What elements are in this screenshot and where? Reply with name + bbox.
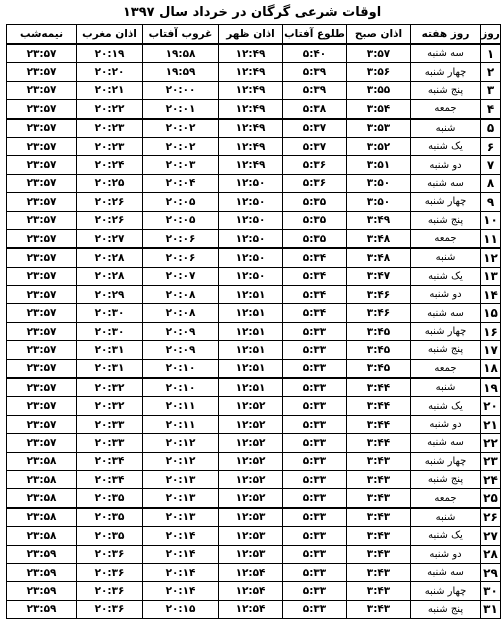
cell-maghrib: ۲۰:۲۵ (77, 174, 143, 192)
cell-sunset: ۲۰:۰۸ (143, 286, 219, 304)
header-fajr: اذان صبح (347, 25, 411, 45)
cell-day: ۱۱ (481, 229, 501, 248)
cell-sunrise: ۵:۳۳ (283, 489, 347, 508)
cell-dhuhr: ۱۲:۵۲ (219, 470, 283, 488)
cell-maghrib: ۲۰:۱۹ (77, 44, 143, 63)
cell-sunrise: ۵:۳۳ (283, 527, 347, 545)
cell-maghrib: ۲۰:۳۰ (77, 322, 143, 340)
cell-dhuhr: ۱۲:۵۴ (219, 563, 283, 581)
table-row (7, 452, 501, 470)
cell-dhuhr: ۱۲:۵۱ (219, 322, 283, 340)
cell-sunrise: ۵:۳۵ (283, 193, 347, 211)
cell-midnight: ۲۳:۵۸ (7, 489, 77, 508)
cell-midnight: ۲۳:۵۹ (7, 582, 77, 600)
cell-sunset: ۲۰:۱۳ (143, 470, 219, 488)
table-body (7, 44, 501, 619)
cell-dhuhr: ۱۲:۵۰ (219, 193, 283, 211)
cell-sunset: ۲۰:۰۹ (143, 341, 219, 359)
cell-sunrise: ۵:۳۴ (283, 248, 347, 267)
cell-sunrise: ۵:۳۳ (283, 359, 347, 378)
cell-maghrib: ۲۰:۲۶ (77, 193, 143, 211)
cell-sunrise: ۵:۳۷ (283, 137, 347, 155)
cell-fajr: ۳:۴۳ (347, 600, 411, 618)
cell-day: ۲ (481, 63, 501, 81)
cell-dhuhr: ۱۲:۵۰ (219, 174, 283, 192)
cell-sunset: ۲۰:۱۴ (143, 527, 219, 545)
cell-maghrib: ۲۰:۳۴ (77, 452, 143, 470)
cell-sunset: ۲۰:۰۵ (143, 193, 219, 211)
cell-fajr: ۳:۴۴ (347, 378, 411, 397)
cell-fajr: ۳:۵۷ (347, 44, 411, 63)
cell-sunrise: ۵:۳۸ (283, 100, 347, 119)
cell-dhuhr: ۱۲:۵۱ (219, 286, 283, 304)
table-row (7, 563, 501, 581)
cell-maghrib: ۲۰:۲۱ (77, 81, 143, 99)
cell-day: ۱۸ (481, 359, 501, 378)
table-row (7, 63, 501, 81)
cell-fajr: ۳:۴۷ (347, 267, 411, 285)
cell-sunrise: ۵:۳۳ (283, 341, 347, 359)
cell-sunrise: ۵:۳۳ (283, 434, 347, 452)
cell-maghrib: ۲۰:۲۳ (77, 119, 143, 138)
cell-sunset: ۲۰:۰۱ (143, 100, 219, 119)
cell-fajr: ۳:۴۳ (347, 489, 411, 508)
cell-midnight: ۲۳:۵۷ (7, 81, 77, 99)
cell-day: ۶ (481, 137, 501, 155)
table-row (7, 545, 501, 563)
cell-day: ۷ (481, 156, 501, 174)
cell-midnight: ۲۳:۵۷ (7, 100, 77, 119)
cell-maghrib: ۲۰:۲۲ (77, 100, 143, 119)
cell-fajr: ۳:۴۵ (347, 359, 411, 378)
cell-day: ۱۵ (481, 304, 501, 322)
cell-weekday: سه شنبه (411, 44, 481, 63)
cell-weekday: شنبه (411, 248, 481, 267)
cell-sunset: ۲۰:۰۶ (143, 248, 219, 267)
cell-day: ۸ (481, 174, 501, 192)
table-row (7, 415, 501, 433)
cell-midnight: ۲۳:۵۷ (7, 229, 77, 248)
cell-sunrise: ۵:۳۳ (283, 322, 347, 340)
cell-maghrib: ۲۰:۳۲ (77, 378, 143, 397)
cell-day: ۲۰ (481, 397, 501, 415)
cell-dhuhr: ۱۲:۴۹ (219, 81, 283, 99)
table-row (7, 527, 501, 545)
cell-maghrib: ۲۰:۲۹ (77, 286, 143, 304)
cell-midnight: ۲۳:۵۷ (7, 397, 77, 415)
cell-sunrise: ۵:۳۳ (283, 378, 347, 397)
cell-midnight: ۲۳:۵۸ (7, 470, 77, 488)
cell-sunset: ۱۹:۵۸ (143, 44, 219, 63)
cell-sunrise: ۵:۳۹ (283, 63, 347, 81)
cell-sunset: ۲۰:۰۲ (143, 137, 219, 155)
table-row (7, 44, 501, 63)
cell-weekday: پنج شنبه (411, 600, 481, 618)
cell-weekday: جمعه (411, 489, 481, 508)
cell-fajr: ۳:۴۴ (347, 434, 411, 452)
table-row (7, 193, 501, 211)
cell-maghrib: ۲۰:۲۸ (77, 267, 143, 285)
cell-sunset: ۲۰:۰۴ (143, 174, 219, 192)
cell-sunrise: ۵:۳۹ (283, 81, 347, 99)
cell-sunrise: ۵:۳۶ (283, 174, 347, 192)
table-row (7, 470, 501, 488)
cell-dhuhr: ۱۲:۵۱ (219, 341, 283, 359)
cell-weekday: یک شنبه (411, 137, 481, 155)
cell-sunset: ۱۹:۵۹ (143, 63, 219, 81)
cell-midnight: ۲۳:۵۷ (7, 267, 77, 285)
header-dhuhr: اذان ظهر (219, 25, 283, 45)
table-row (7, 341, 501, 359)
cell-weekday: دو شنبه (411, 545, 481, 563)
cell-sunrise: ۵:۴۰ (283, 44, 347, 63)
cell-sunset: ۲۰:۱۵ (143, 600, 219, 618)
table-row (7, 174, 501, 192)
cell-weekday: پنج شنبه (411, 211, 481, 229)
cell-weekday: چهار شنبه (411, 193, 481, 211)
cell-fajr: ۳:۴۵ (347, 322, 411, 340)
cell-fajr: ۳:۵۵ (347, 81, 411, 99)
cell-dhuhr: ۱۲:۴۹ (219, 100, 283, 119)
cell-fajr: ۳:۴۸ (347, 229, 411, 248)
table-row (7, 489, 501, 508)
cell-midnight: ۲۳:۵۷ (7, 193, 77, 211)
table-row (7, 304, 501, 322)
cell-maghrib: ۲۰:۳۵ (77, 527, 143, 545)
cell-maghrib: ۲۰:۲۴ (77, 156, 143, 174)
cell-sunset: ۲۰:۰۵ (143, 211, 219, 229)
cell-weekday: چهار شنبه (411, 452, 481, 470)
cell-maghrib: ۲۰:۲۷ (77, 229, 143, 248)
cell-fajr: ۳:۵۰ (347, 174, 411, 192)
cell-weekday: سه شنبه (411, 563, 481, 581)
header-row (7, 25, 501, 45)
table-row (7, 156, 501, 174)
cell-weekday: جمعه (411, 229, 481, 248)
cell-dhuhr: ۱۲:۵۳ (219, 508, 283, 527)
cell-midnight: ۲۳:۵۷ (7, 119, 77, 138)
cell-sunset: ۲۰:۱۱ (143, 397, 219, 415)
cell-day: ۱۶ (481, 322, 501, 340)
cell-sunrise: ۵:۳۴ (283, 267, 347, 285)
cell-weekday: یک شنبه (411, 267, 481, 285)
cell-fajr: ۳:۵۲ (347, 137, 411, 155)
header-maghrib: اذان مغرب (77, 25, 143, 45)
cell-day: ۲۲ (481, 434, 501, 452)
cell-maghrib: ۲۰:۳۱ (77, 341, 143, 359)
cell-day: ۹ (481, 193, 501, 211)
cell-midnight: ۲۳:۵۹ (7, 545, 77, 563)
cell-fajr: ۳:۴۳ (347, 563, 411, 581)
cell-midnight: ۲۳:۵۷ (7, 44, 77, 63)
cell-fajr: ۳:۵۳ (347, 119, 411, 138)
prayer-times-table (6, 24, 501, 619)
cell-fajr: ۳:۴۶ (347, 286, 411, 304)
table-row (7, 229, 501, 248)
cell-maghrib: ۲۰:۳۱ (77, 359, 143, 378)
cell-midnight: ۲۳:۵۸ (7, 527, 77, 545)
cell-day: ۱۷ (481, 341, 501, 359)
cell-weekday: شنبه (411, 508, 481, 527)
cell-fajr: ۳:۴۶ (347, 304, 411, 322)
cell-dhuhr: ۱۲:۵۳ (219, 545, 283, 563)
cell-day: ۱ (481, 44, 501, 63)
cell-day: ۲۷ (481, 527, 501, 545)
header-sunset: غروب آفتاب (143, 25, 219, 45)
cell-sunrise: ۵:۳۳ (283, 452, 347, 470)
table-row (7, 397, 501, 415)
cell-midnight: ۲۳:۵۷ (7, 156, 77, 174)
header-midnight: نیمه‌شب (7, 25, 77, 45)
cell-midnight: ۲۳:۵۹ (7, 563, 77, 581)
cell-weekday: سه شنبه (411, 304, 481, 322)
cell-sunset: ۲۰:۰۳ (143, 156, 219, 174)
cell-maghrib: ۲۰:۳۰ (77, 304, 143, 322)
cell-dhuhr: ۱۲:۵۲ (219, 434, 283, 452)
cell-midnight: ۲۳:۵۷ (7, 286, 77, 304)
cell-day: ۵ (481, 119, 501, 138)
cell-maghrib: ۲۰:۳۶ (77, 545, 143, 563)
cell-sunrise: ۵:۳۳ (283, 582, 347, 600)
table-row (7, 267, 501, 285)
cell-day: ۲۸ (481, 545, 501, 563)
cell-midnight: ۲۳:۵۷ (7, 415, 77, 433)
cell-fajr: ۳:۴۳ (347, 452, 411, 470)
cell-sunset: ۲۰:۱۲ (143, 452, 219, 470)
table-row (7, 286, 501, 304)
cell-dhuhr: ۱۲:۵۲ (219, 415, 283, 433)
cell-maghrib: ۲۰:۳۵ (77, 508, 143, 527)
cell-dhuhr: ۱۲:۵۰ (219, 211, 283, 229)
cell-day: ۱۲ (481, 248, 501, 267)
cell-sunrise: ۵:۳۳ (283, 508, 347, 527)
cell-dhuhr: ۱۲:۴۹ (219, 156, 283, 174)
cell-dhuhr: ۱۲:۵۲ (219, 489, 283, 508)
cell-fajr: ۳:۴۴ (347, 415, 411, 433)
cell-sunset: ۲۰:۱۲ (143, 434, 219, 452)
cell-midnight: ۲۳:۵۹ (7, 600, 77, 618)
cell-dhuhr: ۱۲:۵۱ (219, 359, 283, 378)
cell-sunrise: ۵:۳۳ (283, 563, 347, 581)
cell-maghrib: ۲۰:۲۶ (77, 211, 143, 229)
cell-fajr: ۳:۴۳ (347, 508, 411, 527)
cell-weekday: دو شنبه (411, 415, 481, 433)
cell-weekday: سه شنبه (411, 434, 481, 452)
cell-maghrib: ۲۰:۲۳ (77, 137, 143, 155)
cell-day: ۱۳ (481, 267, 501, 285)
cell-midnight: ۲۳:۵۷ (7, 174, 77, 192)
cell-weekday: جمعه (411, 359, 481, 378)
table-row (7, 81, 501, 99)
cell-sunset: ۲۰:۱۳ (143, 508, 219, 527)
cell-dhuhr: ۱۲:۵۰ (219, 248, 283, 267)
cell-fajr: ۳:۵۴ (347, 100, 411, 119)
table-row (7, 119, 501, 138)
cell-day: ۲۱ (481, 415, 501, 433)
cell-sunrise: ۵:۳۶ (283, 156, 347, 174)
header-day: روز (481, 25, 501, 45)
cell-dhuhr: ۱۲:۴۹ (219, 44, 283, 63)
table-row (7, 600, 501, 618)
cell-sunrise: ۵:۳۵ (283, 211, 347, 229)
cell-fajr: ۳:۴۹ (347, 211, 411, 229)
cell-dhuhr: ۱۲:۵۰ (219, 267, 283, 285)
cell-sunrise: ۵:۳۴ (283, 304, 347, 322)
cell-dhuhr: ۱۲:۵۱ (219, 304, 283, 322)
cell-day: ۱۴ (481, 286, 501, 304)
table-row (7, 378, 501, 397)
cell-midnight: ۲۳:۵۷ (7, 341, 77, 359)
cell-fajr: ۳:۴۳ (347, 545, 411, 563)
cell-sunset: ۲۰:۰۷ (143, 267, 219, 285)
cell-sunset: ۲۰:۰۲ (143, 119, 219, 138)
cell-dhuhr: ۱۲:۵۳ (219, 527, 283, 545)
cell-midnight: ۲۳:۵۷ (7, 211, 77, 229)
cell-sunset: ۲۰:۱۴ (143, 545, 219, 563)
cell-weekday: پنج شنبه (411, 81, 481, 99)
cell-midnight: ۲۳:۵۷ (7, 322, 77, 340)
cell-fajr: ۳:۴۵ (347, 341, 411, 359)
table-row (7, 508, 501, 527)
cell-midnight: ۲۳:۵۸ (7, 508, 77, 527)
cell-dhuhr: ۱۲:۴۹ (219, 63, 283, 81)
cell-maghrib: ۲۰:۳۵ (77, 489, 143, 508)
cell-maghrib: ۲۰:۲۸ (77, 248, 143, 267)
cell-weekday: شنبه (411, 378, 481, 397)
cell-midnight: ۲۳:۵۷ (7, 137, 77, 155)
cell-dhuhr: ۱۲:۵۱ (219, 378, 283, 397)
table-row (7, 137, 501, 155)
cell-day: ۱۹ (481, 378, 501, 397)
table-row (7, 248, 501, 267)
cell-day: ۲۳ (481, 452, 501, 470)
cell-sunset: ۲۰:۰۶ (143, 229, 219, 248)
cell-sunrise: ۵:۳۷ (283, 119, 347, 138)
cell-day: ۳۰ (481, 582, 501, 600)
table-row (7, 322, 501, 340)
cell-weekday: چهار شنبه (411, 582, 481, 600)
cell-maghrib: ۲۰:۳۳ (77, 434, 143, 452)
cell-weekday: جمعه (411, 100, 481, 119)
cell-weekday: سه شنبه (411, 174, 481, 192)
cell-dhuhr: ۱۲:۵۴ (219, 582, 283, 600)
cell-maghrib: ۲۰:۳۴ (77, 470, 143, 488)
cell-sunset: ۲۰:۰۹ (143, 322, 219, 340)
cell-day: ۲۹ (481, 563, 501, 581)
cell-weekday: یک شنبه (411, 397, 481, 415)
cell-day: ۱۰ (481, 211, 501, 229)
cell-weekday: پنج شنبه (411, 341, 481, 359)
cell-fajr: ۳:۵۰ (347, 193, 411, 211)
cell-maghrib: ۲۰:۳۶ (77, 563, 143, 581)
cell-fajr: ۳:۵۱ (347, 156, 411, 174)
cell-day: ۲۴ (481, 470, 501, 488)
cell-day: ۴ (481, 100, 501, 119)
cell-day: ۳۱ (481, 600, 501, 618)
cell-dhuhr: ۱۲:۵۰ (219, 229, 283, 248)
cell-weekday: شنبه (411, 119, 481, 138)
cell-sunset: ۲۰:۰۸ (143, 304, 219, 322)
cell-day: ۲۵ (481, 489, 501, 508)
cell-dhuhr: ۱۲:۴۹ (219, 137, 283, 155)
cell-dhuhr: ۱۲:۵۲ (219, 397, 283, 415)
cell-sunrise: ۵:۳۳ (283, 397, 347, 415)
cell-fajr: ۳:۴۳ (347, 527, 411, 545)
cell-fajr: ۳:۴۸ (347, 248, 411, 267)
page-title: اوقات شرعی گرگان در خرداد سال ۱۳۹۷ (122, 5, 382, 20)
table-row (7, 434, 501, 452)
cell-maghrib: ۲۰:۳۲ (77, 397, 143, 415)
cell-dhuhr: ۱۲:۴۹ (219, 119, 283, 138)
table-row (7, 359, 501, 378)
cell-dhuhr: ۱۲:۵۴ (219, 600, 283, 618)
cell-sunrise: ۵:۳۵ (283, 229, 347, 248)
cell-maghrib: ۲۰:۳۳ (77, 415, 143, 433)
header-weekday: روز هفته (411, 25, 481, 45)
cell-day: ۲۶ (481, 508, 501, 527)
cell-fajr: ۳:۵۶ (347, 63, 411, 81)
cell-sunrise: ۵:۳۳ (283, 415, 347, 433)
cell-weekday: دو شنبه (411, 156, 481, 174)
cell-maghrib: ۲۰:۳۶ (77, 600, 143, 618)
cell-sunrise: ۵:۳۴ (283, 286, 347, 304)
cell-midnight: ۲۳:۵۷ (7, 378, 77, 397)
cell-fajr: ۳:۴۳ (347, 582, 411, 600)
cell-midnight: ۲۳:۵۸ (7, 452, 77, 470)
cell-sunrise: ۵:۳۳ (283, 600, 347, 618)
cell-maghrib: ۲۰:۲۰ (77, 63, 143, 81)
cell-weekday: دو شنبه (411, 286, 481, 304)
cell-fajr: ۳:۴۴ (347, 397, 411, 415)
cell-sunrise: ۵:۳۳ (283, 545, 347, 563)
cell-sunrise: ۵:۳۳ (283, 470, 347, 488)
table-row (7, 582, 501, 600)
cell-weekday: چهار شنبه (411, 322, 481, 340)
cell-midnight: ۲۳:۵۷ (7, 359, 77, 378)
cell-midnight: ۲۳:۵۷ (7, 63, 77, 81)
cell-weekday: چهار شنبه (411, 63, 481, 81)
table-row (7, 100, 501, 119)
cell-sunset: ۲۰:۱۰ (143, 378, 219, 397)
header-sunrise: طلوع آفتاب (283, 25, 347, 45)
cell-sunset: ۲۰:۱۰ (143, 359, 219, 378)
cell-sunset: ۲۰:۱۳ (143, 489, 219, 508)
cell-day: ۳ (481, 81, 501, 99)
cell-sunset: ۲۰:۱۱ (143, 415, 219, 433)
cell-midnight: ۲۳:۵۷ (7, 304, 77, 322)
cell-midnight: ۲۳:۵۷ (7, 248, 77, 267)
table-row (7, 211, 501, 229)
cell-weekday: یک شنبه (411, 527, 481, 545)
cell-sunset: ۲۰:۱۴ (143, 563, 219, 581)
cell-maghrib: ۲۰:۳۶ (77, 582, 143, 600)
cell-dhuhr: ۱۲:۵۲ (219, 452, 283, 470)
cell-sunset: ۲۰:۰۰ (143, 81, 219, 99)
cell-sunset: ۲۰:۱۴ (143, 582, 219, 600)
cell-fajr: ۳:۴۳ (347, 470, 411, 488)
cell-midnight: ۲۳:۵۷ (7, 434, 77, 452)
cell-weekday: پنج شنبه (411, 470, 481, 488)
